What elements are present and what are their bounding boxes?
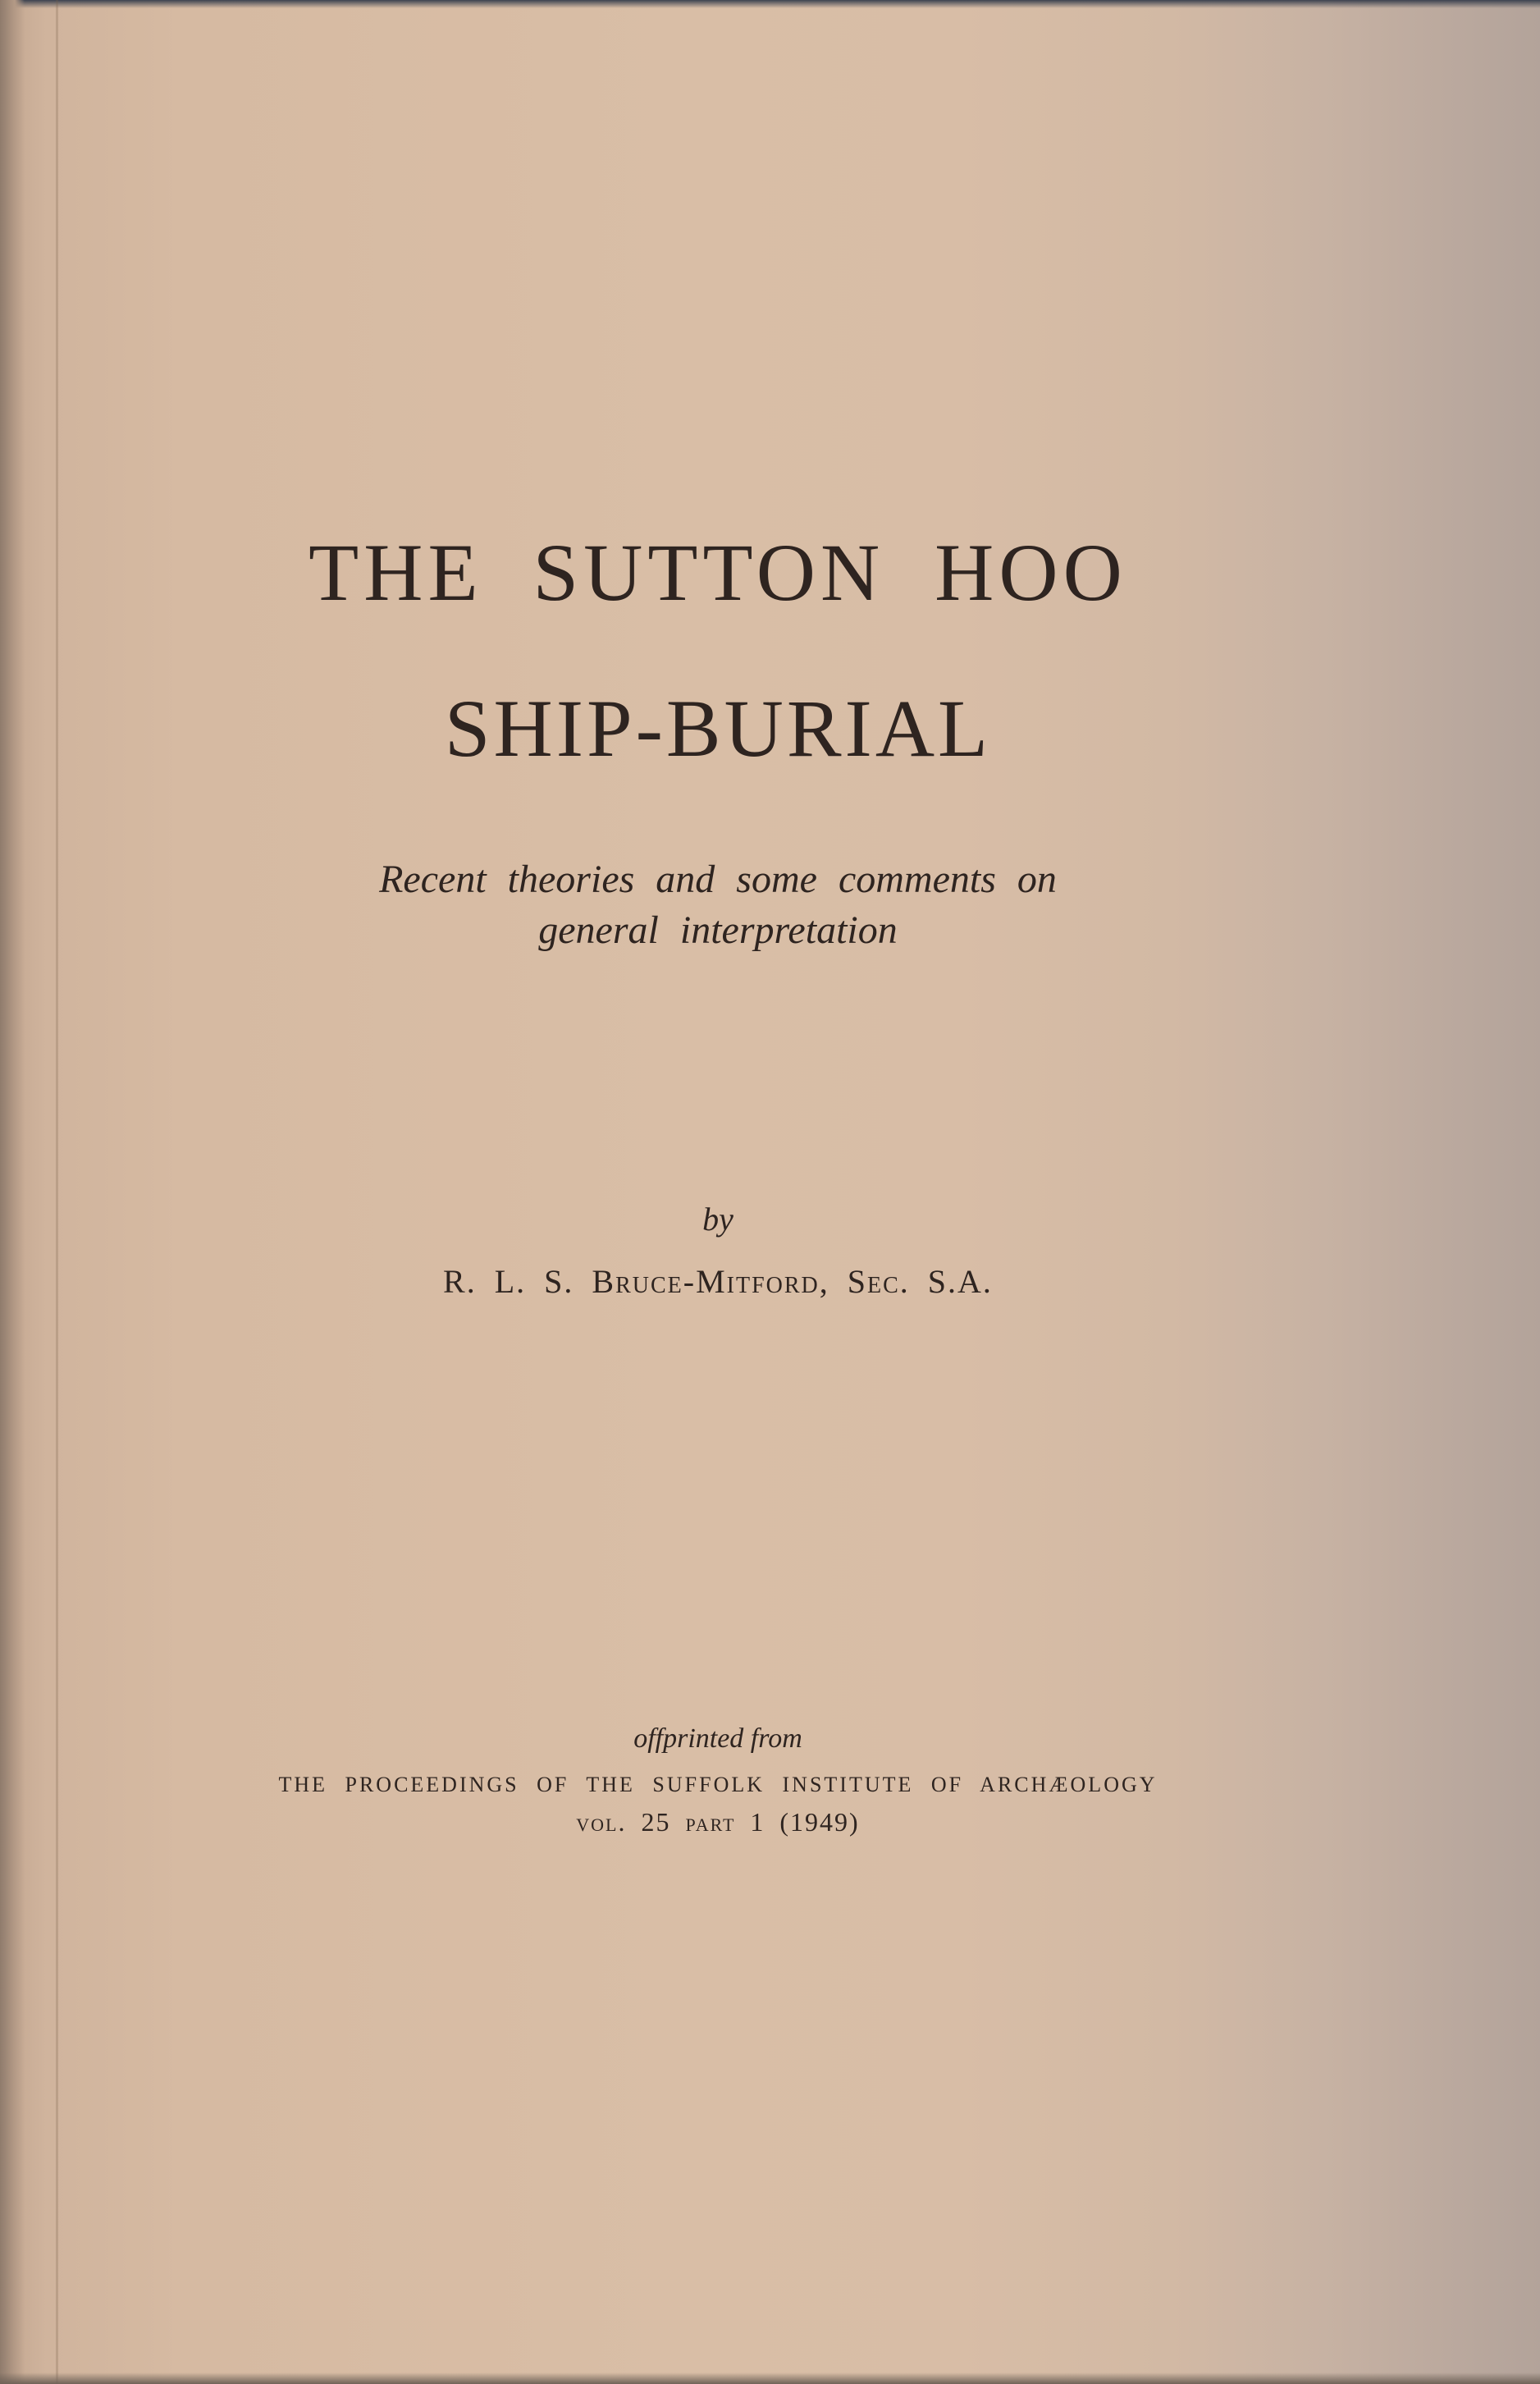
- volume-year: (1949): [779, 1807, 860, 1837]
- title-line-2: SHIP-BURIAL: [444, 683, 992, 774]
- offprint-note: offprinted from: [633, 1723, 802, 1754]
- volume-info: [0, 1807, 1436, 1837]
- subtitle-line-2: general interpretation: [538, 908, 898, 952]
- cover-top-edge: [0, 0, 1540, 8]
- cover-fold-line: [56, 0, 58, 2384]
- author-credit: [0, 1262, 1436, 1301]
- author-name: R. L. S. Bruce-Mitford,: [443, 1263, 829, 1300]
- by-label: by: [702, 1201, 733, 1238]
- subtitle-line-1: Recent theories and some comments on: [379, 858, 1057, 901]
- volume-label: vol. 25 part 1: [576, 1807, 765, 1837]
- cover-bottom-edge: [0, 2373, 1540, 2384]
- author-suffix: Sec. S.A.: [847, 1263, 993, 1300]
- source-publication: THE PROCEEDINGS OF THE SUFFOLK INSTITUTE OF ARCHÆOLOGY: [278, 1773, 1158, 1796]
- cover-spine-edge: [0, 0, 25, 2384]
- title-line-1: THE SUTTON HOO: [308, 527, 1127, 618]
